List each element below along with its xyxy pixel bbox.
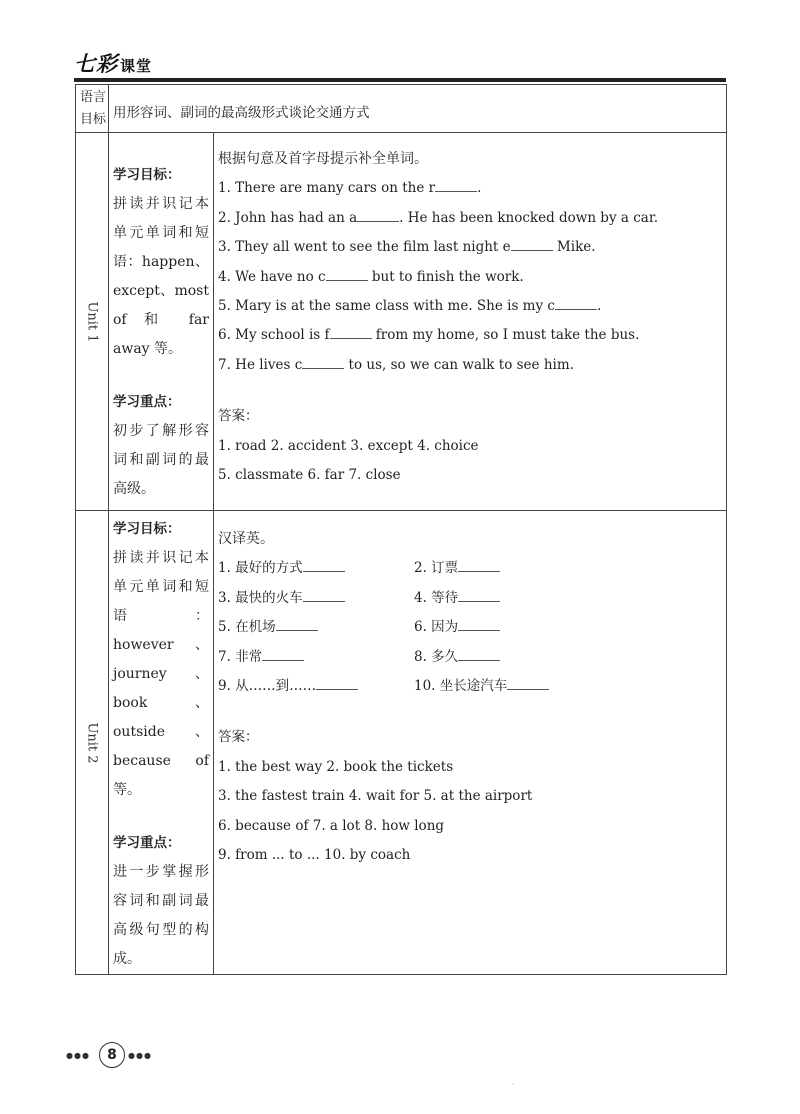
- answer-blank[interactable]: [458, 587, 500, 602]
- question: 2. John has had an a . He has been knocked down by a car.: [218, 204, 726, 233]
- logo-main: 七彩: [74, 52, 118, 76]
- unit-1-label: Unit 1: [84, 300, 100, 343]
- answer-blank[interactable]: [276, 616, 318, 631]
- unit-2-objectives: [109, 511, 214, 975]
- unit-1-goal-text: 拼读并识记本单元单词和短语：happen、except、most of 和 far away 等。: [113, 196, 209, 357]
- answer-line: 1. the best way 2. book the tickets: [218, 758, 454, 775]
- question: 6. My school is f from my home, so I must take the bus.: [218, 321, 726, 350]
- dots-decoration: ●●●: [128, 1051, 152, 1060]
- question: 4. We have no c but to finish the work.: [218, 263, 726, 292]
- unit-1-cell: [76, 133, 109, 511]
- translation-row: 3. 最快的火车 4. 等待: [218, 584, 726, 613]
- answer-line: 6. because of 7. a lot 8. how long: [218, 817, 445, 834]
- unit-2-focus-title: 学习重点：: [113, 835, 181, 851]
- header-rule: [74, 78, 726, 82]
- unit-1-answer-title: 答案：: [218, 408, 259, 425]
- answer-blank[interactable]: [507, 675, 549, 690]
- answer-blank[interactable]: [458, 646, 500, 661]
- unit-2-goal-text: 拼读并识记本单元单词和短语：however、journey、book、outside、because of 等。: [113, 550, 209, 798]
- answer-line: 5. classmate 6. far 7. close: [218, 467, 401, 484]
- answer-blank[interactable]: [330, 324, 372, 339]
- lesson-table: [75, 84, 727, 975]
- unit-2-goal-title: 学习目标：: [113, 521, 181, 537]
- unit-1-objectives: [109, 133, 214, 511]
- unit-2-exercise-title: 汉译英。: [218, 531, 274, 547]
- page-footer: [62, 1042, 152, 1068]
- answer-blank[interactable]: [458, 557, 500, 572]
- unit-1-goal-title: 学习目标：: [113, 167, 181, 183]
- language-goal-row: [76, 85, 727, 133]
- translation-row: 9. 从……到…… 10. 坐长途汽车: [218, 672, 726, 701]
- answer-blank[interactable]: [303, 557, 345, 572]
- question: 7. He lives c to us, so we can walk to see him.: [218, 351, 726, 380]
- page-number: 8: [99, 1042, 125, 1068]
- unit-2-cell: [76, 511, 109, 975]
- series-logo: [74, 48, 234, 80]
- unit-1-exercise-title: 根据句意及首字母提示补全单词。: [218, 151, 428, 167]
- unit-1-row: [76, 133, 727, 511]
- unit-1-focus-title: 学习重点：: [113, 394, 181, 410]
- language-goal-text: 用形容词、副词的最高级形式谈论交通方式: [109, 85, 727, 133]
- translation-row: 5. 在机场 6. 因为: [218, 613, 726, 642]
- language-goal-label: 语言目标: [76, 85, 109, 133]
- logo-sub: 课堂: [120, 57, 153, 75]
- unit-2-label: Unit 2: [84, 721, 100, 764]
- unit-2-exercise: [214, 511, 727, 975]
- unit-2-row: [76, 511, 727, 975]
- answer-blank[interactable]: [262, 646, 304, 661]
- unit-2-focus-text: 进一步掌握形容词和副词最高级句型的构成。: [113, 864, 209, 967]
- question: 5. Mary is at the same class with me. She is my c .: [218, 292, 726, 321]
- unit-1-exercise: [214, 133, 727, 511]
- translation-row: 7. 非常 8. 多久: [218, 643, 726, 672]
- answer-line: 9. from ... to ... 10. by coach: [218, 847, 411, 864]
- answer-blank[interactable]: [302, 354, 344, 369]
- answer-blank[interactable]: [357, 207, 399, 222]
- answer-blank[interactable]: [458, 616, 500, 631]
- question: 3. They all went to see the film last night e Mike.: [218, 233, 726, 262]
- answer-line: 1. road 2. accident 3. except 4. choice: [218, 437, 479, 454]
- question: 1. There are many cars on the r .: [218, 174, 726, 203]
- answer-blank[interactable]: [435, 177, 477, 192]
- answer-blank[interactable]: [326, 266, 368, 281]
- answer-blank[interactable]: [316, 675, 358, 690]
- unit-2-answer-title: 答案：: [218, 729, 259, 746]
- answer-blank[interactable]: [555, 295, 597, 310]
- answer-blank[interactable]: [303, 587, 345, 602]
- translation-row: 1. 最好的方式 2. 订票: [218, 554, 726, 583]
- answer-blank[interactable]: [511, 236, 553, 251]
- dots-decoration: ●●●: [66, 1051, 90, 1060]
- scan-mark: ·: [512, 1080, 515, 1089]
- unit-1-focus-text: 初步了解形容词和副词的最高级。: [113, 423, 209, 497]
- answer-line: 3. the fastest train 4. wait for 5. at the airport: [218, 788, 533, 805]
